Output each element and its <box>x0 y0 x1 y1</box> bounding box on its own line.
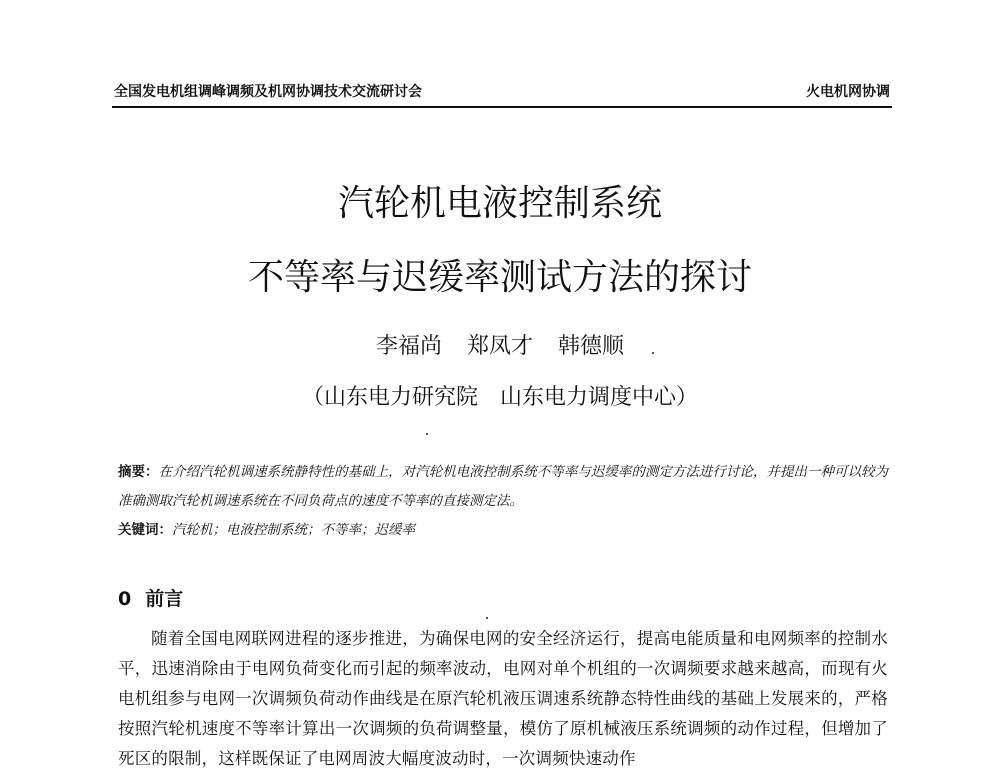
header-rule <box>112 106 892 108</box>
abstract-text: 在介绍汽轮机调速系统静特性的基础上，对汽轮机电液控制系统不等率与迟缓率的测定方法进行讨论，并提出一种可以较为准确测取汽轮机调速系统在不同负荷点的速度不等率的直接测定法。 <box>118 464 889 509</box>
abstract <box>118 458 888 516</box>
running-header <box>112 80 892 104</box>
section-title: 前言 <box>145 588 184 610</box>
paper-title-line-1: 汽轮机电液控制系统 <box>337 183 662 224</box>
keywords <box>118 516 888 545</box>
scan-speck <box>426 433 428 435</box>
body-paragraph: 随着全国电网联网进程的逐步推进，为确保电网的安全经济运行，提高电能质量和电网频率的控制水平，迅速消除由于电网负荷变化而引起的频率波动，电网对单个机组的一次调频要求越来越高，而现有火电机组参与电网一次调频负荷动作曲线是在原汽轮机液压调速系统静态特性曲线的基础上发展来的，严格按照汽轮机速度不等率计算出一次调频的负荷调整量，模仿了原机械液压系统调频的动作过程，但增加了死区的限制，这样既保证了电网周波大幅度波动时，一次调频快速动作 <box>118 629 888 768</box>
section-number: 0 <box>118 588 132 610</box>
paper-title-line-2: 不等率与迟缓率测试方法的探讨 <box>247 257 752 298</box>
header-section-name: 火电机网协调 <box>806 84 890 100</box>
affiliation: （山东电力研究院 山东电力调度中心） <box>301 385 698 410</box>
keywords-text: 汽轮机；电液控制系统；不等率；迟缓率 <box>172 522 415 538</box>
header-conference-name: 全国发电机组调峰调频及机网协调技术交流研讨会 <box>114 84 422 100</box>
section-heading <box>118 586 183 612</box>
scan-speck <box>652 352 654 354</box>
keywords-label: 关键词： <box>118 522 172 538</box>
scan-speck <box>486 617 488 619</box>
abstract-label: 摘要： <box>118 464 159 480</box>
author-list: 李福尚 郑凤才 韩德顺 <box>376 334 624 359</box>
